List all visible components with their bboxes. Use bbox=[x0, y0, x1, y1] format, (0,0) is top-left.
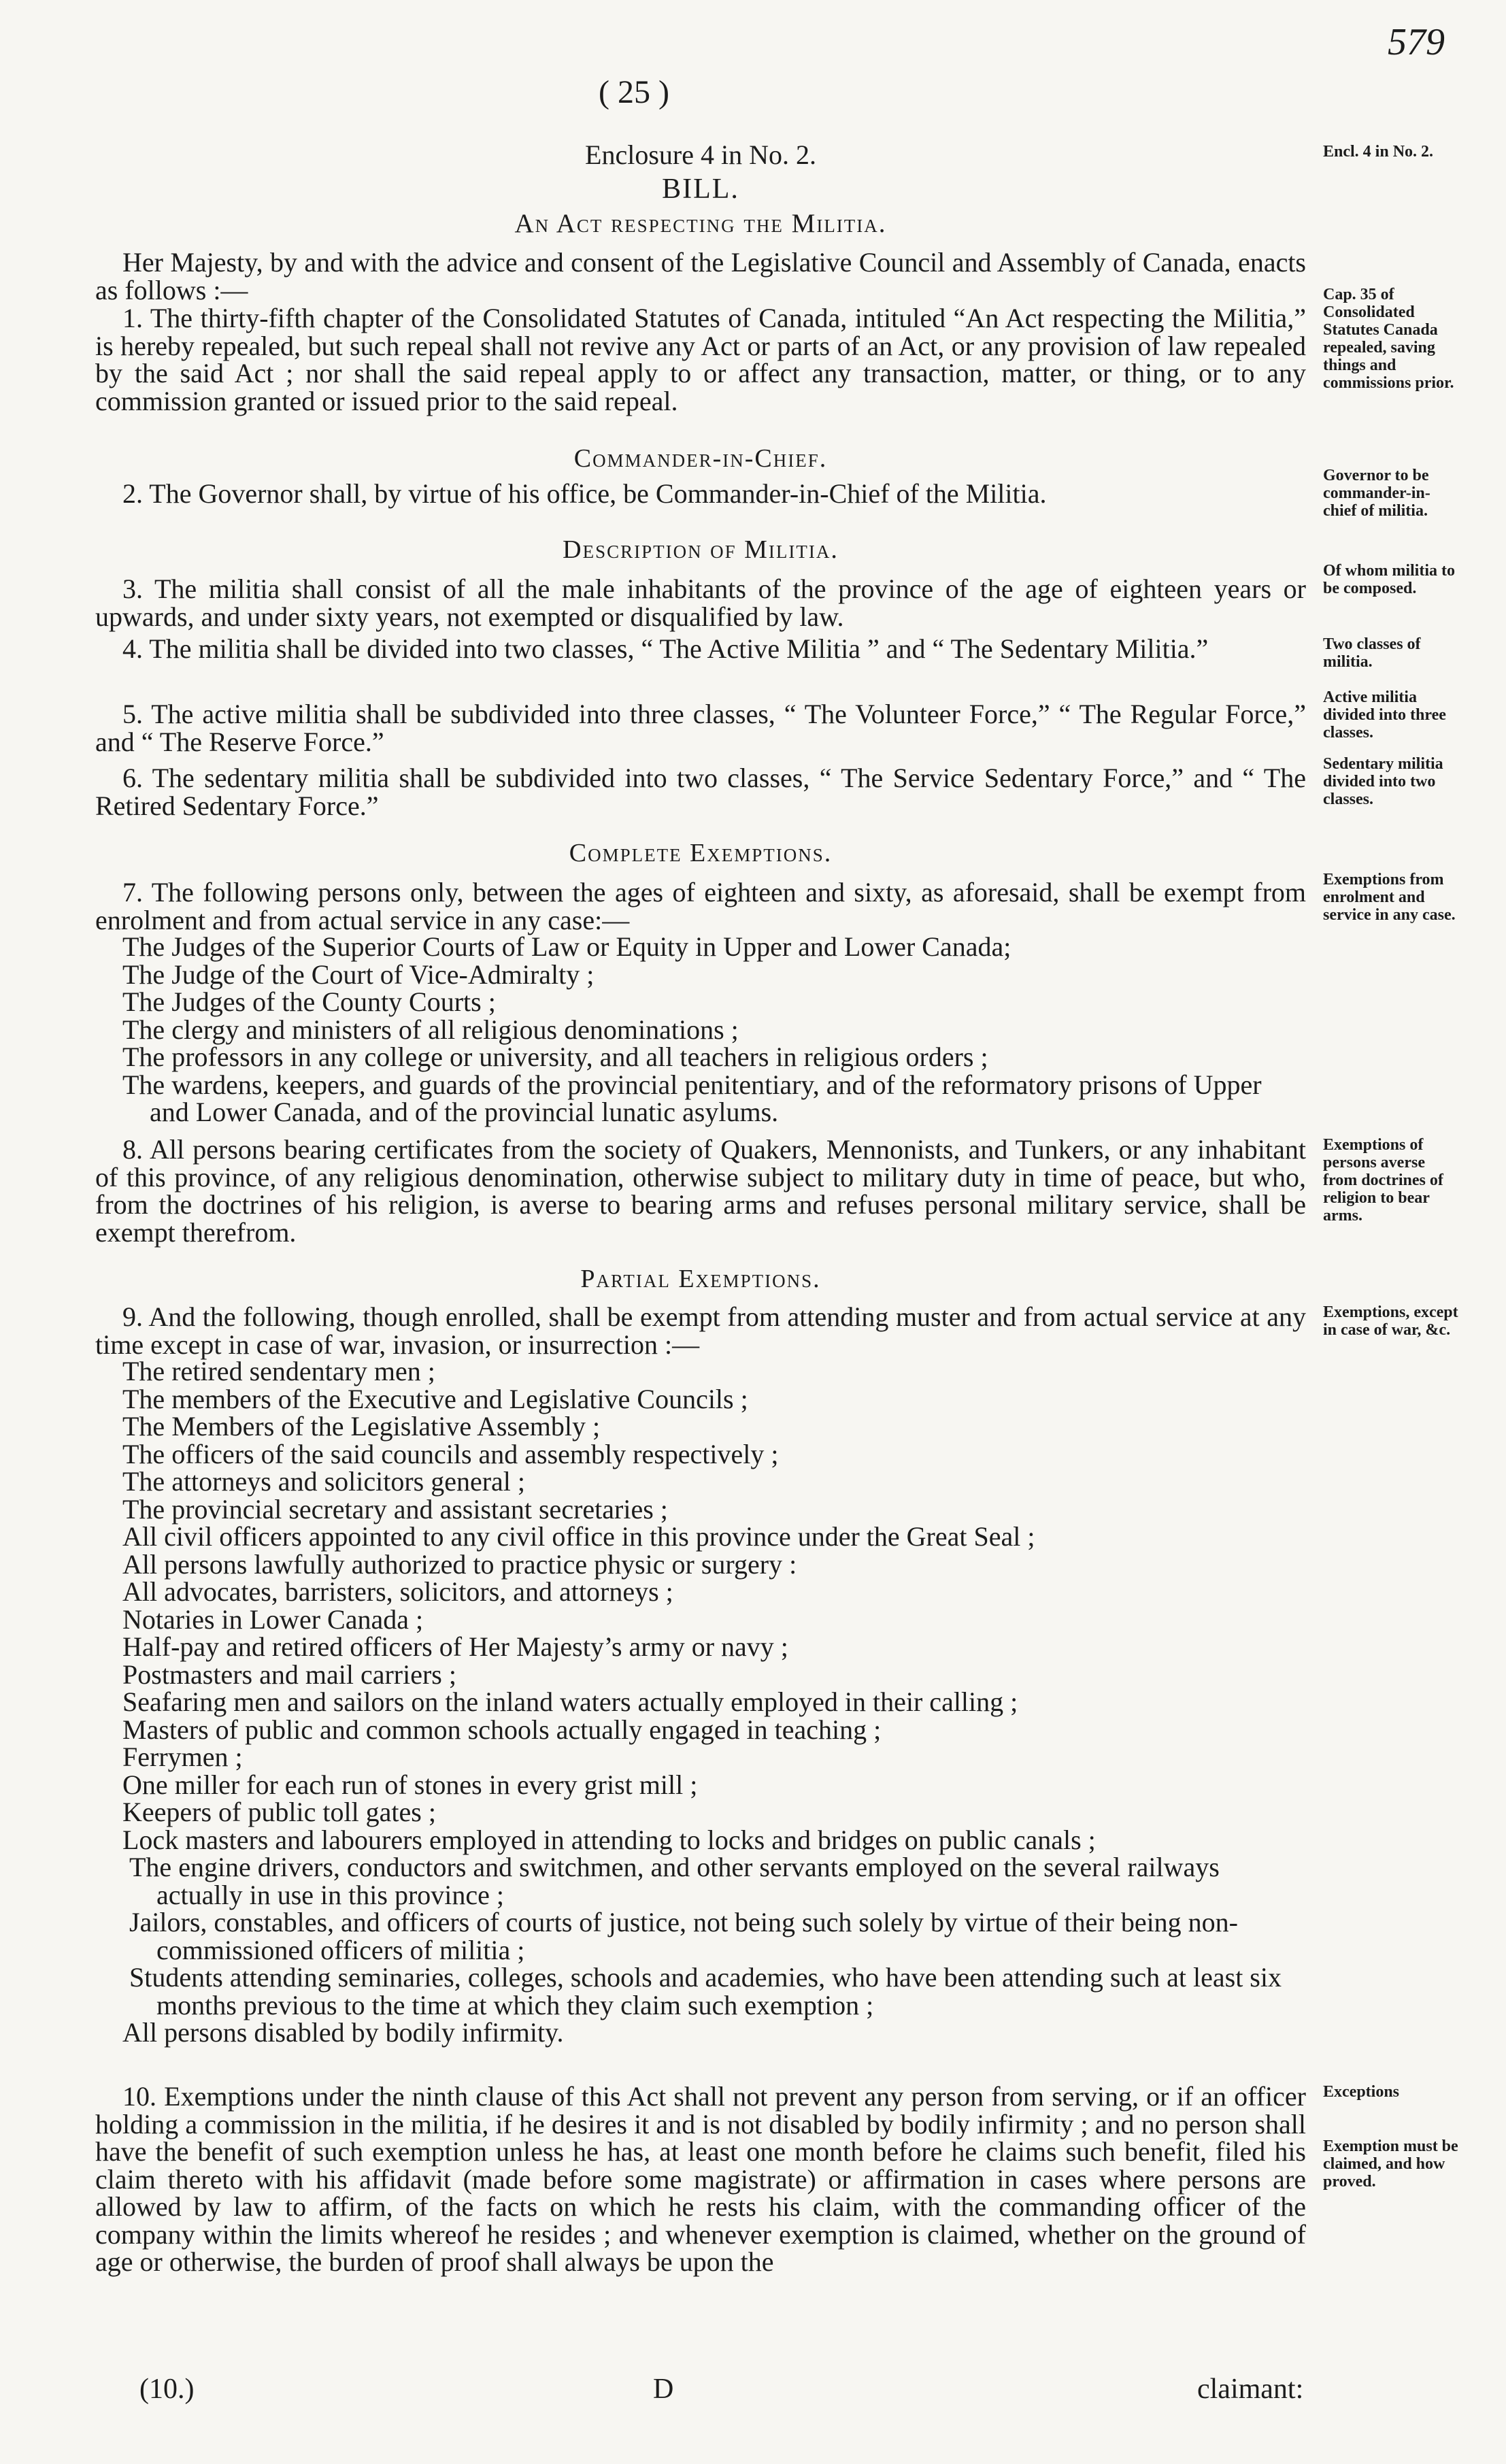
list-item: The provincial secretary and assistant secretaries ; bbox=[122, 1493, 668, 1525]
list-item: All persons lawfully authorized to practice physic or surgery : bbox=[122, 1548, 797, 1580]
list-item: The members of the Executive and Legislative Councils ; bbox=[122, 1383, 748, 1414]
heading-partial-exemptions: Partial Exemptions. bbox=[580, 1265, 821, 1293]
list-item: The Judges of the Superior Courts of Law or Equity in Upper and Lower Canada; bbox=[122, 931, 1011, 962]
list-item: All civil officers appointed to any civil office in this province under the Great Seal ; bbox=[122, 1521, 1035, 1552]
list-item: One miller for each run of stones in every grist mill ; bbox=[122, 1769, 698, 1800]
margin-note: Exemptions from enrolment and service in any case. bbox=[1323, 871, 1456, 924]
margin-note: Cap. 35 of Consolidated Statutes Canada repealed, saving things and commissions prior. bbox=[1323, 286, 1454, 392]
page-number: ( 25 ) bbox=[599, 74, 669, 110]
catchword: claimant: bbox=[1197, 2374, 1304, 2405]
list-item: The clergy and ministers of all religious denominations ; bbox=[122, 1014, 739, 1045]
section-1: 1. The thirty-fifth chapter of the Consolidated Statutes of Canada, intituled “An Act respecting the Militia,” is hereby repealed, but such repeal shall not revive any Act or parts of an Act, or any provision of law repealed by the said Act ; nor shall the said repeal apply to or affect any transaction, matter, or thing, or to any commission granted or issued prior to the said repeal. bbox=[95, 303, 1306, 416]
section-4: 4. The militia shall be divided into two classes, “ The Active Militia ” and “ The Sedentary Militia.” bbox=[122, 633, 1209, 664]
list-item: Jailors, constables, and officers of courts of justice, not being such solely by virtue of their being non-commissioned officers of militia ; bbox=[129, 1907, 1238, 1965]
margin-note: Of whom militia to be composed. bbox=[1323, 562, 1455, 597]
section-7-list bbox=[95, 933, 1306, 1127]
list-item: The attorneys and solicitors general ; bbox=[122, 1466, 526, 1497]
act-title: An Act respecting the Militia. bbox=[514, 209, 887, 238]
margin-note: Exemptions, except in case of war, &c. bbox=[1323, 1303, 1458, 1339]
section-2: 2. The Governor shall, by virtue of his office, be Commander-in-Chief of the Militia. bbox=[122, 478, 1047, 509]
list-item: The wardens, keepers, and guards of the provincial penitentiary, and of the reformatory prisons of Upper and Lower Canada, and of the provincial lunatic asylums. bbox=[122, 1069, 1262, 1127]
margin-note: Governor to be commander-in-chief of militia. bbox=[1323, 467, 1430, 520]
list-item: Notaries in Lower Canada ; bbox=[122, 1603, 424, 1635]
margin-note: Exemptions of persons averse from doctrines of religion to bear arms. bbox=[1323, 1136, 1443, 1225]
bill-title: BILL. bbox=[662, 173, 739, 205]
signature-mark: (10.) bbox=[139, 2374, 195, 2405]
list-item: The engine drivers, conductors and switchmen, and other servants employed on the several railways actually in use in this province ; bbox=[129, 1852, 1220, 1910]
list-item: Ferrymen ; bbox=[122, 1742, 243, 1772]
section-9: 9. And the following, though enrolled, shall be exempt from attending muster and from actual service at any time except in case of war, invasion, or insurrection :— bbox=[95, 1301, 1306, 1360]
section-7: 7. The following persons only, between the ages of eighteen and sixty, as aforesaid, shall be exempt from enrolment and from actual service in any case:— bbox=[95, 877, 1306, 935]
margin-note: Active militia divided into three classes. bbox=[1323, 688, 1446, 742]
margin-note: Exemption must be claimed, and how proved. bbox=[1323, 2137, 1458, 2191]
list-item: All persons disabled by bodily infirmity. bbox=[122, 2017, 564, 2048]
section-6: 6. The sedentary militia shall be subdivided into two classes, “ The Service Sedentary Force,” and “ The Retired Sedentary Force.” bbox=[95, 763, 1306, 821]
margin-note: Exceptions bbox=[1323, 2083, 1400, 2101]
list-item: The retired sendentary men ; bbox=[122, 1356, 435, 1386]
list-item: Keepers of public toll gates ; bbox=[122, 1797, 436, 1827]
list-item: Masters of public and common schools actually engaged in teaching ; bbox=[122, 1714, 882, 1745]
signature-letter: D bbox=[653, 2374, 674, 2405]
section-5: 5. The active militia shall be subdivided into three classes, “ The Volunteer Force,” “ The Regular Force,” and “ The Reserve Force.” bbox=[95, 699, 1306, 757]
section-3: 3. The militia shall consist of all the male inhabitants of the province of the age of eighteen years or upwards, and under sixty years, not exempted or disqualified by law. bbox=[95, 573, 1306, 632]
list-item: The Members of the Legislative Assembly ; bbox=[122, 1411, 601, 1442]
handwritten-folio-mark: 579 bbox=[1388, 21, 1445, 63]
enclosure-title: Enclosure 4 in No. 2. bbox=[585, 139, 816, 170]
list-item: Students attending seminaries, colleges, schools and academies, who have been attending such at least six months previous to the time at which they claim such exemption ; bbox=[129, 1962, 1282, 2020]
list-item: The Judges of the County Courts ; bbox=[122, 986, 496, 1017]
margin-note: Encl. 4 in No. 2. bbox=[1323, 143, 1434, 161]
list-item: Postmasters and mail carriers ; bbox=[122, 1659, 456, 1690]
list-item: The Judge of the Court of Vice-Admiralty ; bbox=[122, 959, 595, 990]
enacting-clause: Her Majesty, by and with the advice and consent of the Legislative Council and Assembly of Canada, enacts as follows :— bbox=[95, 247, 1306, 305]
list-item: Seafaring men and sailors on the inland waters actually employed in their calling ; bbox=[122, 1686, 1018, 1717]
margin-note: Sedentary militia divided into two classes. bbox=[1323, 755, 1443, 808]
section-10: 10. Exemptions under the ninth clause of this Act shall not prevent any person from serving, or if an officer holding a commission in the militia, if he desires it and is not disabled by bodily infirmity ; and no person shall have the benefit of such exemption unless he has, at least one month before he claims such benefit, filed his claim thereto with his affidavit (made before some magistrate) or affirmation in cases where persons are allowed by law to affirm, of the facts on which he rests his claim, with the commanding officer of the company within the limits whereof he resides ; and whenever exemption is claimed, whether on the ground of age or otherwise, the burden of proof shall always be upon the bbox=[95, 2081, 1306, 2277]
heading-complete-exemptions: Complete Exemptions. bbox=[569, 839, 833, 867]
section-9-list bbox=[95, 1358, 1306, 2047]
section-8: 8. All persons bearing certificates from the society of Quakers, Mennonists, and Tunkers, or any inhabitant of this province, of any religious denomination, otherwise subject to military duty in time of peace, but who, from the doctrines of his religion, is averse to bearing arms and refuses personal military service, shall be exempt therefrom. bbox=[95, 1134, 1306, 1248]
heading-commander-in-chief: Commander-in-Chief. bbox=[573, 444, 828, 473]
heading-description-of-militia: Description of Militia. bbox=[563, 535, 839, 564]
list-item: The officers of the said councils and assembly respectively ; bbox=[122, 1438, 779, 1469]
list-item: Half-pay and retired officers of Her Majesty’s army or navy ; bbox=[122, 1631, 788, 1662]
list-item: Lock masters and labourers employed in attending to locks and bridges on public canals ; bbox=[122, 1824, 1096, 1855]
margin-note: Two classes of militia. bbox=[1323, 635, 1421, 671]
list-item: All advocates, barristers, solicitors, and attorneys ; bbox=[122, 1576, 673, 1607]
list-item: The professors in any college or university, and all teachers in religious orders ; bbox=[122, 1042, 988, 1072]
